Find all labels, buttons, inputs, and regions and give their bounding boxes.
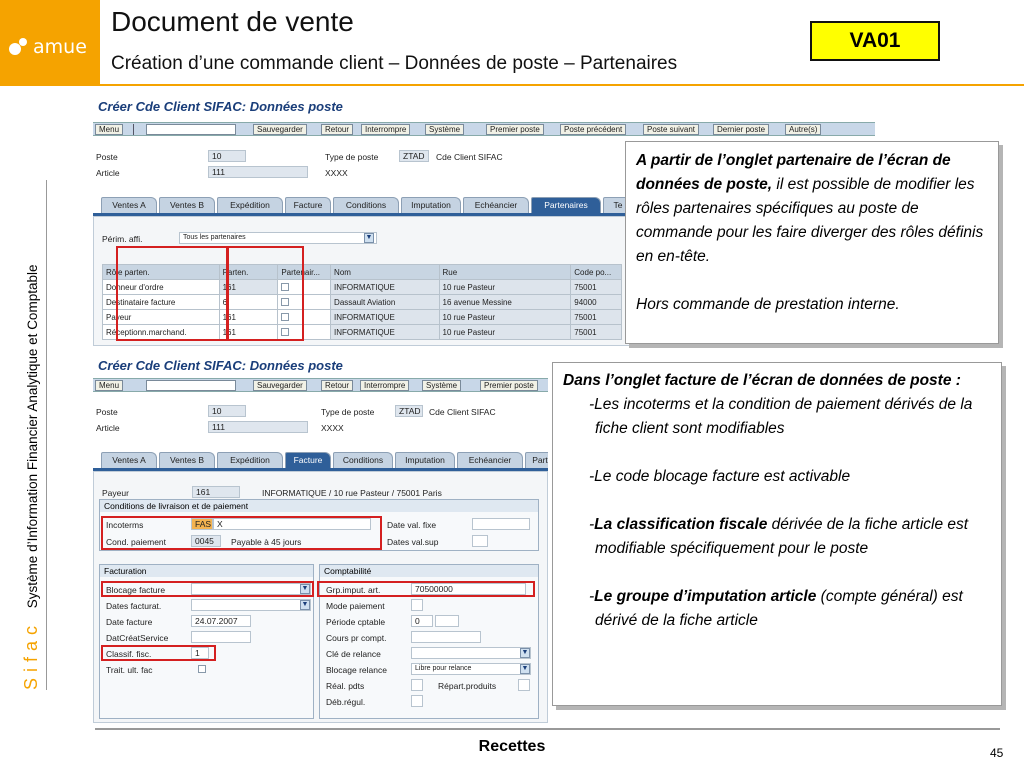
datcreat-field[interactable]	[191, 631, 251, 643]
row-role[interactable]: Donneur d'ordre	[103, 280, 220, 295]
callout2-item3: -La classification fiscale dérivée de la fiche article est modifiable spécifiquement pour le poste	[589, 516, 969, 557]
callout-partenaires	[625, 141, 999, 344]
first-item-button[interactable]: Premier poste	[486, 124, 544, 135]
poste-field[interactable]: 10	[208, 405, 246, 417]
conditions-group	[99, 499, 539, 551]
type-poste-field[interactable]: ZTAD	[399, 150, 429, 162]
row-postcode: 94000	[571, 295, 622, 310]
row-role[interactable]: Payeur	[103, 310, 220, 325]
back-button[interactable]: Retour	[321, 380, 353, 391]
article-field[interactable]: 111	[208, 166, 308, 178]
date-val-fixe-label: Date val. fixe	[387, 520, 437, 530]
row-name: INFORMATIQUE	[331, 280, 439, 295]
tab-echeancier[interactable]: Echéancier	[463, 197, 529, 213]
cond-paiement-label: Cond. paiement	[106, 537, 167, 547]
col-name[interactable]: Nom	[331, 265, 439, 280]
trait-ult-label: Trait. ult. fac	[106, 665, 153, 675]
row-postcode: 75001	[571, 325, 622, 340]
system-button[interactable]: Système	[425, 124, 464, 135]
row-partner[interactable]: 161	[219, 325, 278, 340]
side-label	[16, 180, 46, 690]
comptabilite-group-title: Comptabilité	[320, 565, 538, 577]
row-street: 10 rue Pasteur	[439, 280, 571, 295]
callout1-bold: A partir de l’onglet partenaire de l’écran de données de poste,	[636, 152, 951, 193]
save-button[interactable]: Sauvegarder	[253, 380, 307, 391]
previous-item-button[interactable]: Poste précédent	[560, 124, 626, 135]
callout2-item4: -Le groupe d’imputation article (compte général) est dérivé de la fiche article	[589, 588, 963, 629]
logo-text: amue	[33, 36, 87, 58]
perim-label: Périm. affi.	[102, 234, 143, 244]
dates-factur-select[interactable]	[191, 599, 311, 611]
tab-textes[interactable]: Te	[603, 197, 633, 213]
chevron-down-icon[interactable]: ▼	[365, 234, 373, 241]
date-facture-field[interactable]: 24.07.2007	[191, 615, 251, 627]
cond-paiement-code-field[interactable]: 0045	[191, 535, 221, 547]
chevron-down-icon[interactable]: ▼	[301, 601, 309, 608]
article-desc: XXXX	[321, 423, 344, 433]
page-title: Document de vente	[111, 6, 354, 37]
type-poste-label: Type de poste	[321, 407, 375, 417]
periode-field[interactable]: 0	[411, 615, 433, 627]
facturation-group	[99, 564, 314, 719]
footer-divider	[95, 728, 1000, 730]
periode-label: Période cptable	[326, 617, 386, 627]
tab-conditions[interactable]: Conditions	[333, 197, 399, 213]
chevron-down-icon[interactable]: ▼	[521, 665, 529, 672]
tab-echeancier[interactable]: Echéancier	[457, 452, 523, 468]
highlight-partner-column	[226, 246, 304, 341]
periode-field-2[interactable]	[435, 615, 459, 627]
dates-val-sup-field[interactable]	[472, 535, 488, 547]
mode-paiement-label: Mode paiement	[326, 601, 385, 611]
blocage-facture-label: Blocage facture	[106, 585, 166, 595]
comptabilite-group	[319, 564, 539, 719]
row-role[interactable]: Destinataire facture	[103, 295, 220, 310]
mode-paiement-field[interactable]	[411, 599, 423, 611]
menu-button[interactable]: Menu	[95, 380, 123, 391]
type-poste-field[interactable]: ZTAD	[395, 405, 423, 417]
real-pdts-label: Réal. pdts	[326, 681, 365, 691]
sap-toolbar	[93, 122, 875, 136]
other-button[interactable]: Autre(s)	[785, 124, 821, 135]
blocage-relance-select[interactable]: Libre pour relance	[411, 663, 531, 675]
tab-facture[interactable]: Facture	[285, 452, 331, 468]
callout1-text: il est possible de modifier les rôles partenaires spécifiques au poste de commande pour les faire diverger des rôles définis en en-tête.	[636, 176, 984, 265]
incoterms-code-field[interactable]: FAS	[191, 518, 213, 530]
header-divider	[100, 84, 1024, 86]
article-field[interactable]: 111	[208, 421, 308, 433]
col-street[interactable]: Rue	[439, 265, 571, 280]
tab-ventes-a[interactable]: Ventes A	[101, 452, 157, 468]
cours-field[interactable]	[411, 631, 481, 643]
system-button[interactable]: Système	[422, 380, 461, 391]
repart-label: Répart.produits	[438, 681, 497, 691]
row-partner[interactable]: 161	[219, 280, 278, 295]
page-number: 45	[990, 746, 1004, 760]
tab-imputation[interactable]: Imputation	[395, 452, 455, 468]
row-name: Dassault Aviation	[331, 295, 439, 310]
menu-button[interactable]: Menu	[95, 124, 123, 135]
row-street: 16 avenue Messine	[439, 295, 571, 310]
amue-logo	[0, 0, 100, 86]
sap-toolbar	[93, 378, 548, 392]
grp-imput-field[interactable]: 70500000	[411, 583, 526, 595]
footer-title: Recettes	[478, 738, 546, 755]
callout2-intro: Dans l’onglet facture de l’écran de données de poste :	[563, 372, 961, 389]
repart-field[interactable]	[518, 679, 530, 691]
chevron-down-icon[interactable]: ▼	[521, 649, 529, 656]
highlight-incoterms	[101, 516, 382, 550]
callout2-item2: -Le code blocage facture est activable	[589, 468, 851, 485]
tab-partenaires[interactable]: Part	[525, 452, 548, 468]
tab-expedition[interactable]: Expédition	[217, 452, 283, 468]
grp-imput-label: Grp.imput. art.	[326, 585, 381, 595]
next-item-button[interactable]: Poste suivant	[643, 124, 699, 135]
toolbar-separator	[133, 124, 139, 135]
poste-label: Poste	[96, 407, 118, 417]
col-role[interactable]: Rôle parten.	[103, 265, 220, 280]
tab-partenaires[interactable]: Partenaires	[531, 197, 601, 213]
facturation-group-title: Facturation	[100, 565, 313, 577]
sifac-fullname: Système d’Information Financier Analytique et Comptable	[25, 264, 40, 609]
command-field-input[interactable]	[146, 380, 236, 391]
cle-relance-select[interactable]	[411, 647, 531, 659]
article-label: Article	[96, 423, 120, 433]
type-poste-desc: Cde Client SIFAC	[436, 152, 503, 162]
facture-panel	[93, 471, 548, 723]
date-val-fixe-field[interactable]	[472, 518, 530, 530]
callout2-item1: -Les incoterms et la condition de paiement dérivés de la fiche client sont modifiables	[589, 396, 973, 437]
poste-field[interactable]: 10	[208, 150, 246, 162]
conditions-group-title: Conditions de livraison et de paiement	[100, 500, 538, 512]
sap-screen-title: Créer Cde Client SIFAC: Données poste	[98, 99, 343, 114]
interrupt-button[interactable]: Interrompre	[361, 124, 410, 135]
sap-screen-title: Créer Cde Client SIFAC: Données poste	[98, 358, 343, 373]
page-subtitle: Création d’une commande client – Données de poste – Partenaires	[111, 53, 678, 74]
callout-facture	[552, 362, 1002, 706]
tab-conditions[interactable]: Conditions	[333, 452, 393, 468]
row-name: INFORMATIQUE	[331, 310, 439, 325]
trait-ult-checkbox[interactable]	[198, 665, 206, 673]
row-role[interactable]: Réceptionn.marchand.	[103, 325, 220, 340]
tab-ventes-b[interactable]: Ventes B	[159, 197, 215, 213]
cond-paiement-text: Payable à 45 jours	[231, 537, 302, 547]
highlight-role-column	[116, 246, 229, 341]
incoterms-text-field[interactable]: X	[213, 518, 371, 530]
tab-imputation[interactable]: Imputation	[401, 197, 461, 213]
transaction-code-badge: VA01	[810, 21, 940, 61]
payeur-desc: INFORMATIQUE / 10 rue Pasteur / 75001 Paris	[262, 488, 442, 498]
cle-relance-label: Clé de relance	[326, 649, 381, 659]
back-button[interactable]: Retour	[321, 124, 353, 135]
save-button[interactable]: Sauvegarder	[253, 124, 307, 135]
type-poste-label: Type de poste	[325, 152, 379, 162]
blocage-relance-label: Blocage relance	[326, 665, 387, 675]
row-partner[interactable]: 6	[219, 295, 278, 310]
real-pdts-field[interactable]	[411, 679, 423, 691]
payeur-field[interactable]: 161	[192, 486, 240, 498]
chevron-down-icon[interactable]: ▼	[301, 585, 309, 592]
article-label: Article	[96, 168, 120, 178]
row-partner[interactable]: 161	[219, 310, 278, 325]
row-street: 10 rue Pasteur	[439, 325, 571, 340]
tab-ventes-a[interactable]: Ventes A	[101, 197, 157, 213]
sap-screen-facture	[93, 355, 548, 723]
last-item-button[interactable]: Dernier poste	[713, 124, 769, 135]
deb-regul-field[interactable]	[411, 695, 423, 707]
row-street: 10 rue Pasteur	[439, 310, 571, 325]
type-poste-desc: Cde Client SIFAC	[429, 407, 496, 417]
incoterms-label: Incoterms	[106, 520, 144, 530]
perim-select[interactable]: Tous les partenaires	[179, 232, 377, 244]
col-partner-func[interactable]: Partenair...	[278, 265, 331, 280]
highlight-classif-fisc	[101, 645, 216, 661]
row-postcode: 75001	[571, 310, 622, 325]
interrupt-button[interactable]: Interrompre	[360, 380, 409, 391]
date-facture-label: Date facture	[106, 617, 153, 627]
highlight-blocage-facture	[101, 581, 314, 597]
cours-label: Cours pr compt.	[326, 633, 387, 643]
logo-drops-icon	[8, 35, 30, 57]
highlight-grp-imput	[317, 581, 535, 597]
sifac-brand: Sifac	[21, 619, 41, 690]
dates-val-sup-label: Dates val.sup	[387, 537, 439, 547]
classif-fisc-field[interactable]: 1	[191, 647, 209, 659]
article-desc: XXXX	[325, 168, 348, 178]
row-postcode: 75001	[571, 280, 622, 295]
classif-fisc-label: Classif. fisc.	[106, 649, 152, 659]
col-partner[interactable]: Parten.	[219, 265, 278, 280]
command-field-input[interactable]	[146, 124, 236, 135]
tab-facture[interactable]: Facture	[285, 197, 331, 213]
callout1-line2: Hors commande de prestation interne.	[636, 296, 900, 313]
col-postcode[interactable]: Code po...	[571, 265, 622, 280]
side-divider	[46, 180, 47, 690]
tab-ventes-b[interactable]: Ventes B	[159, 452, 215, 468]
first-item-button[interactable]: Premier poste	[480, 380, 538, 391]
dates-factur-label: Dates facturat.	[106, 601, 162, 611]
row-name: INFORMATIQUE	[331, 325, 439, 340]
payeur-label: Payeur	[102, 488, 129, 498]
tab-expedition[interactable]: Expédition	[217, 197, 283, 213]
deb-regul-label: Déb.régul.	[326, 697, 366, 707]
poste-label: Poste	[96, 152, 118, 162]
datcreat-label: DatCréatService	[106, 633, 169, 643]
